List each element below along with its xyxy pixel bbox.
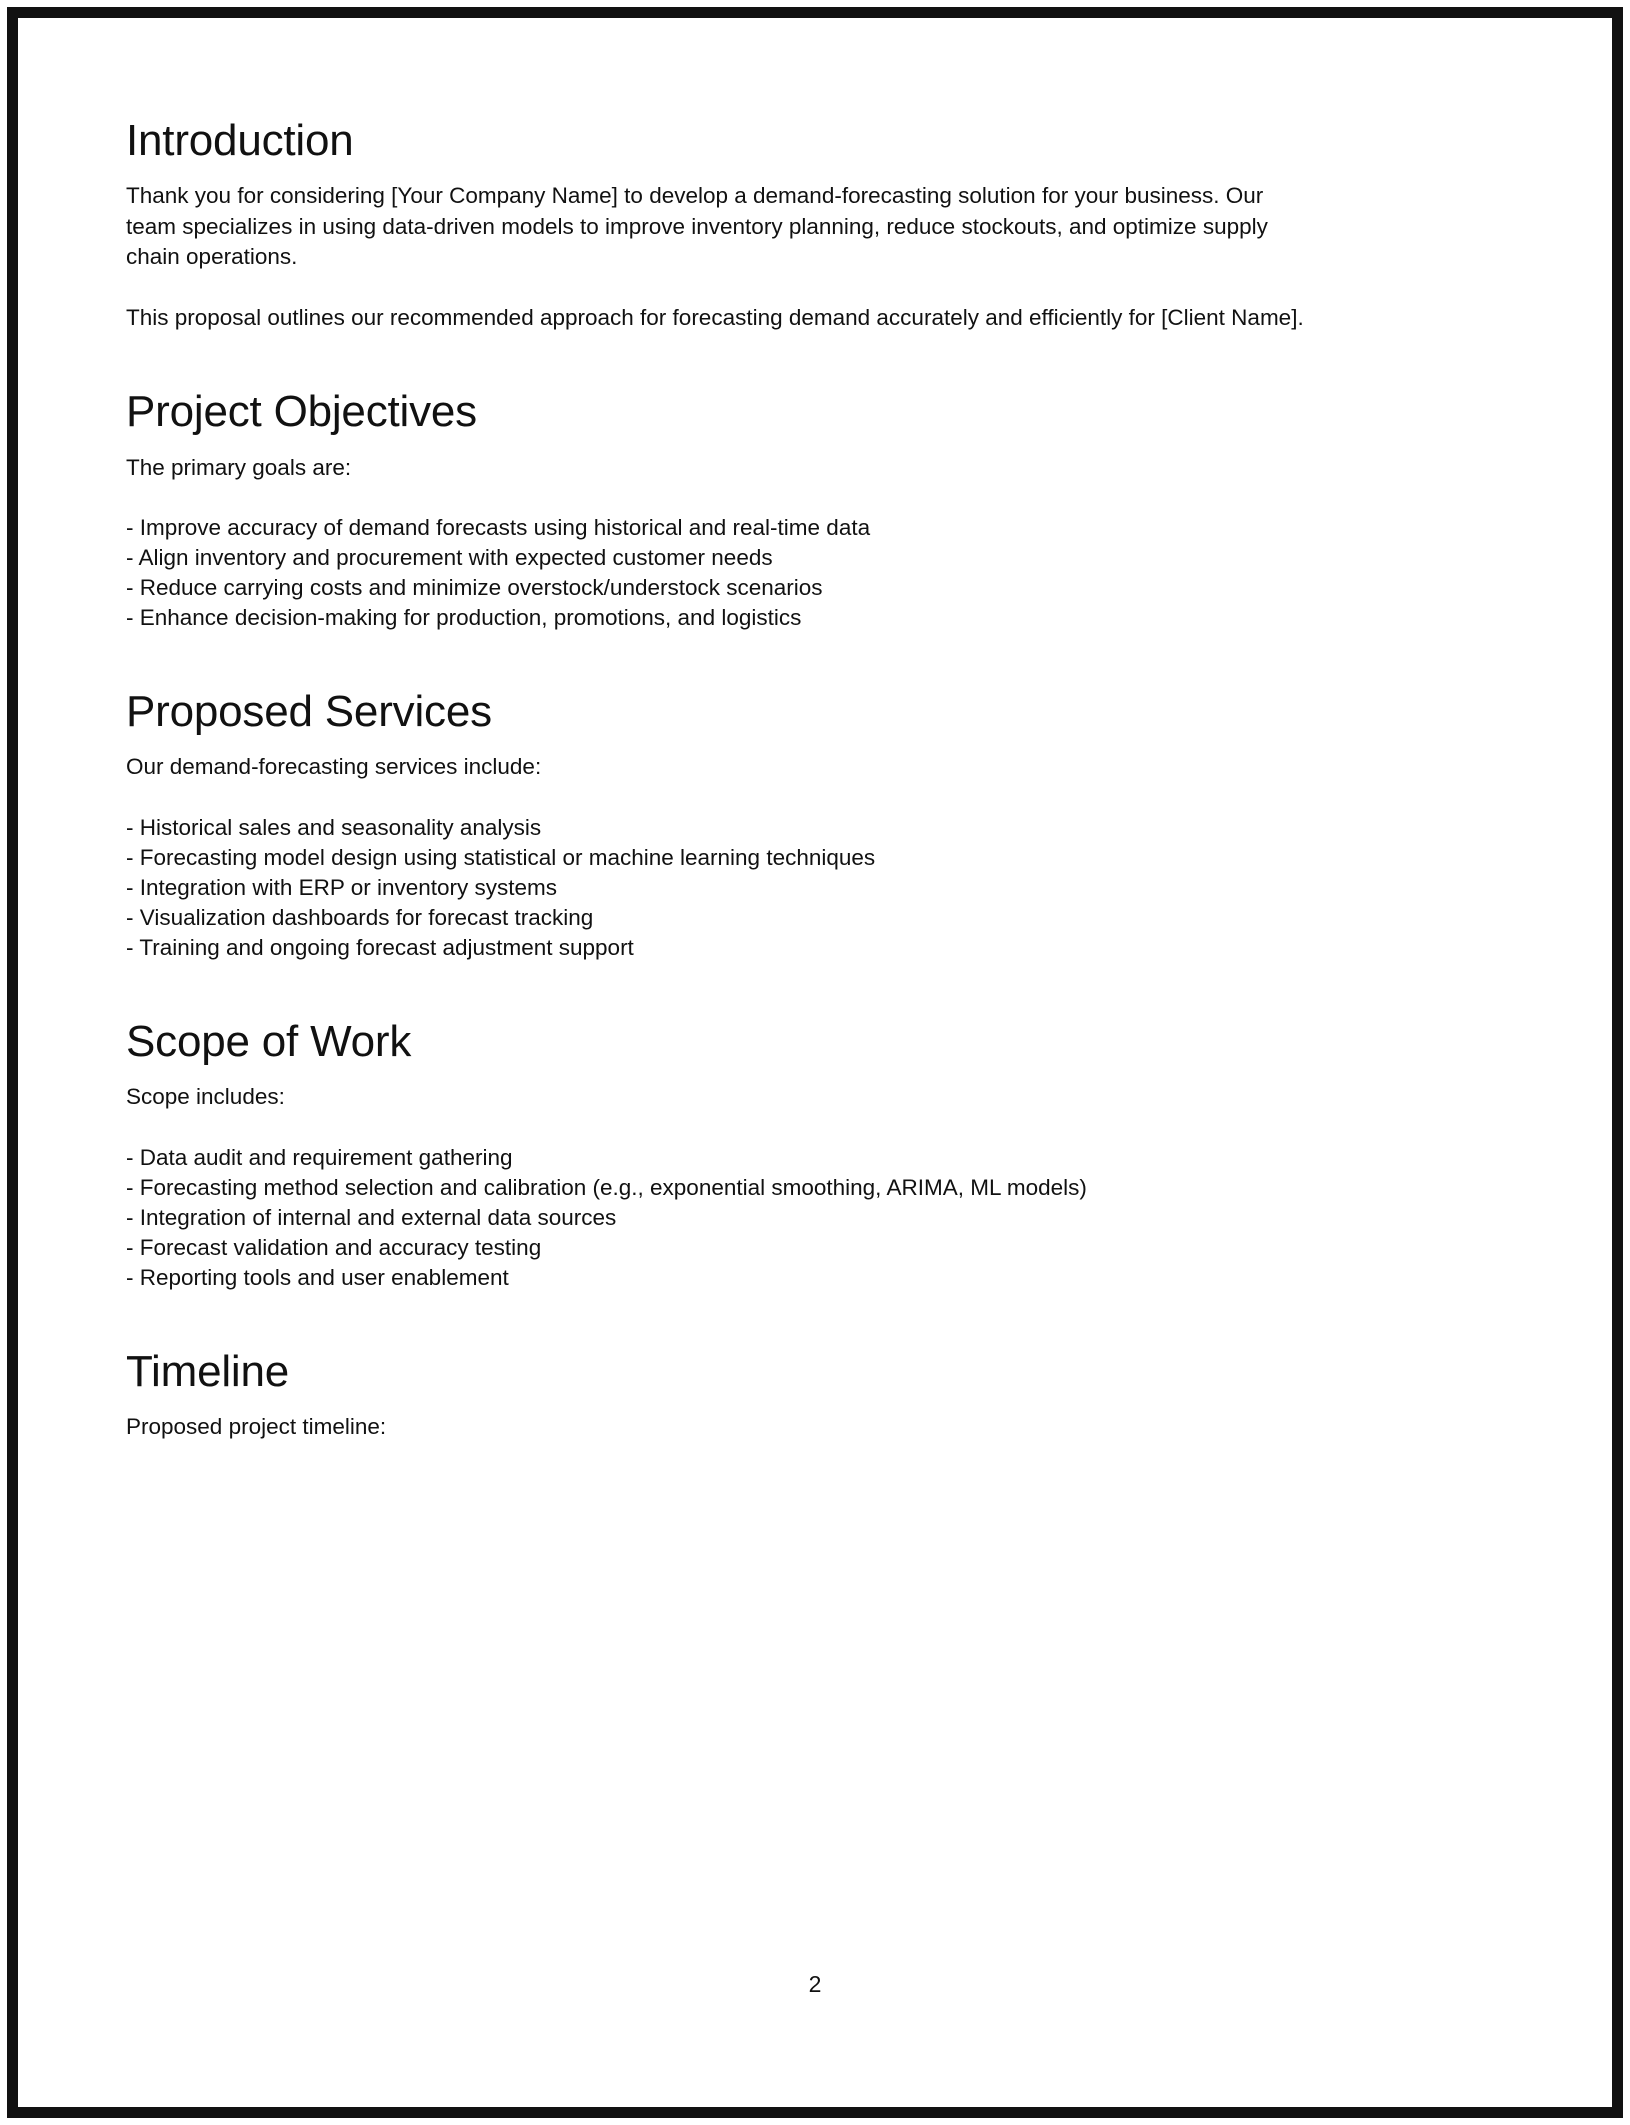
list-item: - Visualization dashboards for forecast tracking [126, 904, 594, 930]
heading-scope-of-work: Scope of Work [126, 1016, 412, 1066]
list-item: - Integration with ERP or inventory systems [126, 874, 558, 900]
section-timeline [126, 1347, 1426, 1443]
paragraph: Scope includes: [126, 1084, 285, 1110]
document-body [126, 116, 1426, 1442]
list-item: - Data audit and requirement gathering [126, 1144, 513, 1170]
page-border [7, 7, 1623, 2118]
heading-introduction: Introduction [126, 116, 354, 165]
section-project-objectives [126, 387, 1426, 633]
section-scope-of-work [126, 1017, 1426, 1293]
paragraph: The primary goals are: [126, 454, 352, 480]
section-introduction [126, 116, 1426, 333]
list-item: - Improve accuracy of demand forecasts using historical and real-time data [126, 515, 871, 541]
paragraph: Proposed project timeline: [126, 1413, 387, 1439]
list-proposed-services [126, 813, 1426, 963]
list-project-objectives [126, 513, 1426, 633]
list-item: - Historical sales and seasonality analysis [126, 814, 542, 840]
list-item: - Reporting tools and user enablement [126, 1264, 509, 1290]
list-item: - Integration of internal and external data sources [126, 1204, 617, 1230]
section-proposed-services [126, 687, 1426, 963]
list-item: - Training and ongoing forecast adjustment support [126, 934, 634, 960]
list-item: - Enhance decision-making for production, promotions, and logistics [126, 605, 802, 631]
list-item: - Forecasting model design using statistical or machine learning techniques [126, 844, 876, 870]
paragraph: Our demand-forecasting services include: [126, 754, 542, 780]
paragraph: This proposal outlines our recommended approach for forecasting demand accurately and efficiently for [Client Name]. [126, 304, 1304, 330]
page-number: 2 [808, 1971, 822, 1997]
paragraph: Thank you for considering [Your Company Name] to develop a demand-forecasting solution for your business. Our team specializes in using data-driven models to improve inventory planning, reduce stockouts, and optimize supply chain operations. [126, 183, 1268, 270]
list-item: - Reduce carrying costs and minimize overstock/understock scenarios [126, 575, 823, 601]
list-item: - Align inventory and procurement with expected customer needs [126, 545, 773, 571]
heading-project-objectives: Project Objectives [126, 387, 477, 437]
list-scope-of-work [126, 1143, 1426, 1293]
heading-proposed-services: Proposed Services [126, 687, 492, 737]
page-surface [18, 18, 1612, 2107]
heading-timeline: Timeline [126, 1346, 290, 1396]
list-item: - Forecast validation and accuracy testing [126, 1234, 542, 1260]
list-item: - Forecasting method selection and calibration (e.g., exponential smoothing, ARIMA, ML models) [126, 1174, 1087, 1200]
